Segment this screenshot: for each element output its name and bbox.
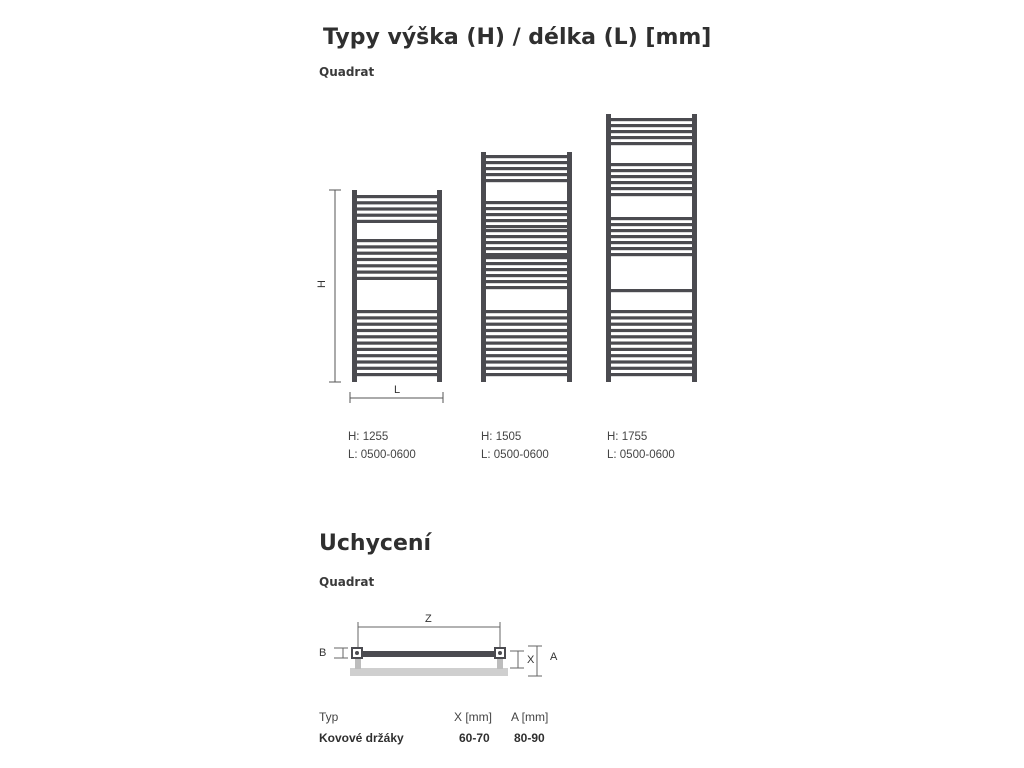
page-title: Typy výška (H) / délka (L) [mm] (323, 25, 712, 50)
height-label: H (315, 280, 328, 288)
radiator-length-2: L: 0500-0600 (481, 449, 549, 461)
length-label: L (394, 384, 401, 396)
radiator-height-1: H: 1255 (348, 431, 389, 443)
table-header-x: X [mm] (454, 710, 492, 724)
z-dimension (358, 622, 500, 650)
x-label: X (527, 654, 535, 666)
x-dimension (510, 651, 524, 668)
mounting-subtitle: Quadrat (319, 575, 375, 589)
radiator-length-3: L: 0500-0600 (607, 449, 675, 461)
mounting-title: Uchycení (319, 531, 432, 556)
radiator-length-1: L: 0500-0600 (348, 449, 416, 461)
table-header-typ: Typ (319, 710, 339, 724)
radiator-height-2: H: 1505 (481, 431, 522, 443)
radiator-bar (358, 651, 500, 657)
wall-block (350, 668, 508, 676)
product-subtitle: Quadrat (319, 65, 375, 79)
z-label: Z (425, 613, 432, 625)
table-cell-x: 60-70 (459, 731, 490, 745)
b-dimension (334, 648, 348, 658)
b-label: B (319, 647, 327, 659)
table-cell-typ: Kovové držáky (319, 731, 404, 745)
a-label: A (550, 651, 558, 663)
radiator-height-3: H: 1755 (607, 431, 648, 443)
table-cell-a: 80-90 (514, 731, 545, 745)
table-header-a: A [mm] (511, 710, 549, 724)
